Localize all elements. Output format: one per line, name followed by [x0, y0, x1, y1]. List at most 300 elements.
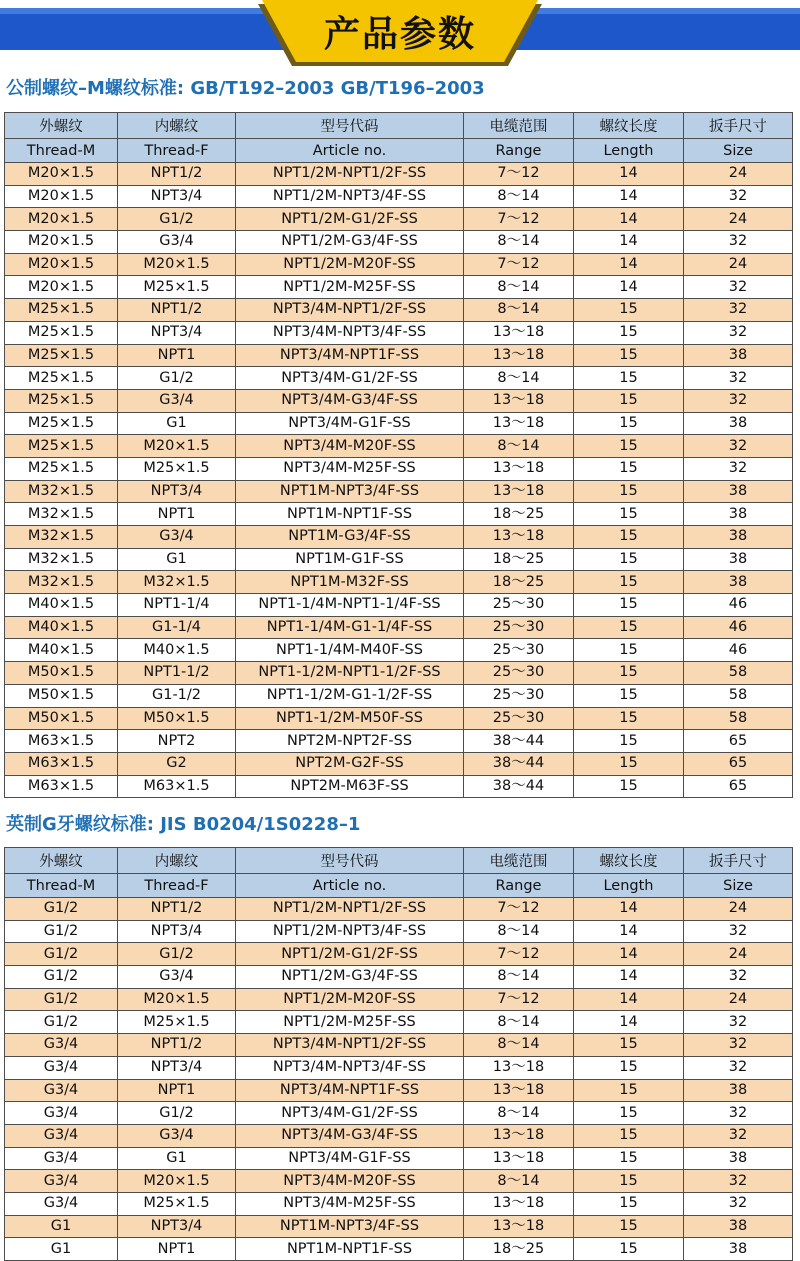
cell-article-no: NPT1/2M-NPT3/4F-SS — [236, 920, 464, 943]
cell-size: 38 — [684, 503, 793, 526]
cell-length: 14 — [574, 1011, 684, 1034]
col-header-thread-m-cn: 外螺纹 — [5, 113, 118, 139]
cell-size: 32 — [684, 435, 793, 458]
cell-thread-f: NPT3/4 — [118, 920, 236, 943]
cell-length: 15 — [574, 571, 684, 594]
table-row — [5, 1192, 793, 1215]
cell-size: 38 — [684, 526, 793, 549]
cell-length: 15 — [574, 730, 684, 753]
cell-thread-f: G1 — [118, 412, 236, 435]
col-header-length: Length — [574, 139, 684, 163]
cell-thread-f: NPT3/4 — [118, 480, 236, 503]
cell-range: 18～25 — [464, 1238, 574, 1261]
table-row — [5, 1124, 793, 1147]
cell-length: 15 — [574, 526, 684, 549]
cell-size: 32 — [684, 1124, 793, 1147]
cell-thread-m: G1 — [5, 1238, 118, 1261]
cell-thread-f: NPT3/4 — [118, 185, 236, 208]
cell-range: 25～30 — [464, 594, 574, 617]
cell-range: 25～30 — [464, 684, 574, 707]
cell-range: 7～12 — [464, 943, 574, 966]
cell-size: 32 — [684, 920, 793, 943]
cell-article-no: NPT3/4M-NPT1/2F-SS — [236, 299, 464, 322]
cell-length: 15 — [574, 412, 684, 435]
cell-article-no: NPT1-1/2M-M50F-SS — [236, 707, 464, 730]
cell-length: 14 — [574, 208, 684, 231]
cell-article-no: NPT1M-NPT3/4F-SS — [236, 480, 464, 503]
cell-article-no: NPT1-1/4M-G1-1/4F-SS — [236, 616, 464, 639]
cell-thread-f: G3/4 — [118, 1124, 236, 1147]
cell-thread-m: M40×1.5 — [5, 616, 118, 639]
cell-range: 8～14 — [464, 435, 574, 458]
table-row — [5, 1147, 793, 1170]
cell-range: 8～14 — [464, 299, 574, 322]
imperial-thread-standard-title: 英制G牙螺纹标准: JIS B0204/1S0228–1 — [6, 814, 361, 835]
cell-length: 15 — [574, 594, 684, 617]
cell-thread-m: M50×1.5 — [5, 684, 118, 707]
table-row — [5, 1102, 793, 1125]
table-row — [5, 435, 793, 458]
cell-range: 8～14 — [464, 367, 574, 390]
cell-article-no: NPT3/4M-M20F-SS — [236, 1170, 464, 1193]
cell-thread-m: M63×1.5 — [5, 730, 118, 753]
cell-length: 15 — [574, 752, 684, 775]
cell-range: 25～30 — [464, 639, 574, 662]
table-row — [5, 616, 793, 639]
cell-thread-m: G1/2 — [5, 920, 118, 943]
col-header-article: Article no. — [236, 139, 464, 163]
cell-thread-f: M32×1.5 — [118, 571, 236, 594]
imperial-thread-spec-table — [4, 847, 793, 1261]
cell-thread-m: M50×1.5 — [5, 662, 118, 685]
cell-size: 38 — [684, 412, 793, 435]
cell-article-no: NPT3/4M-M20F-SS — [236, 435, 464, 458]
cell-thread-m: G3/4 — [5, 1102, 118, 1125]
cell-length: 15 — [574, 480, 684, 503]
cell-range: 38～44 — [464, 730, 574, 753]
cell-size: 32 — [684, 966, 793, 989]
table-row — [5, 1170, 793, 1193]
cell-range: 13～18 — [464, 344, 574, 367]
cell-article-no: NPT1/2M-G1/2F-SS — [236, 208, 464, 231]
cell-range: 13～18 — [464, 1124, 574, 1147]
cell-article-no: NPT3/4M-G3/4F-SS — [236, 389, 464, 412]
cell-thread-f: G1/2 — [118, 367, 236, 390]
table-row — [5, 730, 793, 753]
table-body — [5, 163, 793, 798]
cell-thread-m: M63×1.5 — [5, 775, 118, 798]
col-header-thread-f-cn: 内螺纹 — [118, 113, 236, 139]
table-row — [5, 594, 793, 617]
cell-article-no: NPT1M-NPT1F-SS — [236, 503, 464, 526]
cell-thread-f: M25×1.5 — [118, 276, 236, 299]
cell-size: 32 — [684, 367, 793, 390]
cell-length: 15 — [574, 616, 684, 639]
col-header-length-cn: 螺纹长度 — [574, 848, 684, 874]
table-row — [5, 639, 793, 662]
cell-article-no: NPT1/2M-M20F-SS — [236, 253, 464, 276]
table-row — [5, 752, 793, 775]
cell-thread-m: M20×1.5 — [5, 185, 118, 208]
cell-length: 15 — [574, 684, 684, 707]
table-row — [5, 1034, 793, 1057]
cell-thread-f: M63×1.5 — [118, 775, 236, 798]
cell-thread-f: G1-1/4 — [118, 616, 236, 639]
cell-thread-f: G3/4 — [118, 966, 236, 989]
cell-thread-m: G3/4 — [5, 1170, 118, 1193]
cell-size: 32 — [684, 1011, 793, 1034]
col-header-range-cn: 电缆范围 — [464, 113, 574, 139]
cell-thread-f: NPT1-1/2 — [118, 662, 236, 685]
cell-thread-m: M20×1.5 — [5, 208, 118, 231]
cell-length: 15 — [574, 639, 684, 662]
cell-thread-m: G1/2 — [5, 988, 118, 1011]
cell-size: 38 — [684, 1238, 793, 1261]
table-row — [5, 1011, 793, 1034]
cell-article-no: NPT3/4M-NPT3/4F-SS — [236, 1056, 464, 1079]
cell-article-no: NPT1M-NPT3/4F-SS — [236, 1215, 464, 1238]
cell-range: 8～14 — [464, 1011, 574, 1034]
col-header-article: Article no. — [236, 874, 464, 898]
table-row — [5, 321, 793, 344]
cell-thread-m: M25×1.5 — [5, 389, 118, 412]
cell-thread-f: G2 — [118, 752, 236, 775]
cell-range: 13～18 — [464, 457, 574, 480]
cell-size: 38 — [684, 1215, 793, 1238]
cell-thread-m: G1/2 — [5, 1011, 118, 1034]
cell-size: 38 — [684, 1147, 793, 1170]
cell-length: 14 — [574, 920, 684, 943]
table-row — [5, 185, 793, 208]
table-row — [5, 276, 793, 299]
cell-size: 38 — [684, 548, 793, 571]
col-header-range: Range — [464, 139, 574, 163]
header-row-cn — [5, 848, 793, 874]
cell-thread-m: G3/4 — [5, 1147, 118, 1170]
cell-thread-f: M50×1.5 — [118, 707, 236, 730]
cell-article-no: NPT1/2M-G3/4F-SS — [236, 231, 464, 254]
cell-thread-f: NPT1 — [118, 344, 236, 367]
cell-size: 46 — [684, 594, 793, 617]
metric-thread-standard-title: 公制螺纹–M螺纹标准: GB/T192–2003 GB/T196–2003 — [6, 78, 485, 99]
table-row — [5, 299, 793, 322]
cell-thread-f: NPT1-1/4 — [118, 594, 236, 617]
cell-article-no: NPT1-1/2M-G1-1/2F-SS — [236, 684, 464, 707]
cell-article-no: NPT1M-M32F-SS — [236, 571, 464, 594]
cell-length: 15 — [574, 1102, 684, 1125]
table-row — [5, 1238, 793, 1261]
table-body — [5, 898, 793, 1261]
cell-range: 8～14 — [464, 966, 574, 989]
cell-size: 65 — [684, 752, 793, 775]
col-header-length-cn: 螺纹长度 — [574, 113, 684, 139]
cell-article-no: NPT3/4M-G3/4F-SS — [236, 1124, 464, 1147]
header-row-en — [5, 139, 793, 163]
cell-size: 65 — [684, 730, 793, 753]
cell-thread-f: NPT3/4 — [118, 1215, 236, 1238]
title-banner — [0, 0, 800, 68]
cell-length: 15 — [574, 389, 684, 412]
cell-thread-f: G1 — [118, 548, 236, 571]
cell-range: 13～18 — [464, 321, 574, 344]
cell-size: 24 — [684, 208, 793, 231]
table-row — [5, 367, 793, 390]
cell-size: 32 — [684, 457, 793, 480]
cell-thread-f: NPT1/2 — [118, 898, 236, 921]
cell-article-no: NPT1/2M-M25F-SS — [236, 1011, 464, 1034]
cell-article-no: NPT1M-G3/4F-SS — [236, 526, 464, 549]
cell-thread-f: G3/4 — [118, 231, 236, 254]
cell-length: 14 — [574, 231, 684, 254]
cell-article-no: NPT1/2M-M25F-SS — [236, 276, 464, 299]
col-header-thread-f-cn: 内螺纹 — [118, 848, 236, 874]
cell-thread-m: G3/4 — [5, 1192, 118, 1215]
cell-thread-f: M20×1.5 — [118, 988, 236, 1011]
cell-thread-f: M40×1.5 — [118, 639, 236, 662]
cell-size: 32 — [684, 1034, 793, 1057]
table-row — [5, 457, 793, 480]
table-row — [5, 503, 793, 526]
cell-length: 15 — [574, 1056, 684, 1079]
table-row — [5, 526, 793, 549]
cell-size: 24 — [684, 898, 793, 921]
cell-range: 38～44 — [464, 775, 574, 798]
cell-size: 58 — [684, 707, 793, 730]
cell-size: 38 — [684, 571, 793, 594]
cell-article-no: NPT2M-G2F-SS — [236, 752, 464, 775]
cell-thread-m: M25×1.5 — [5, 344, 118, 367]
cell-range: 13～18 — [464, 1079, 574, 1102]
col-header-thread-f: Thread-F — [118, 874, 236, 898]
cell-article-no: NPT3/4M-G1F-SS — [236, 1147, 464, 1170]
table-row — [5, 548, 793, 571]
cell-article-no: NPT1M-G1F-SS — [236, 548, 464, 571]
cell-length: 14 — [574, 966, 684, 989]
cell-size: 38 — [684, 344, 793, 367]
cell-size: 58 — [684, 684, 793, 707]
cell-thread-m: M32×1.5 — [5, 526, 118, 549]
cell-article-no: NPT2M-NPT2F-SS — [236, 730, 464, 753]
header-row-en — [5, 874, 793, 898]
cell-size: 58 — [684, 662, 793, 685]
cell-length: 15 — [574, 775, 684, 798]
cell-length: 14 — [574, 276, 684, 299]
cell-thread-m: G1/2 — [5, 943, 118, 966]
cell-range: 13～18 — [464, 412, 574, 435]
cell-thread-f: NPT3/4 — [118, 321, 236, 344]
cell-article-no: NPT1M-NPT1F-SS — [236, 1238, 464, 1261]
cell-thread-m: M25×1.5 — [5, 412, 118, 435]
cell-range: 7～12 — [464, 253, 574, 276]
cell-length: 14 — [574, 943, 684, 966]
cell-article-no: NPT1/2M-NPT3/4F-SS — [236, 185, 464, 208]
cell-thread-f: M25×1.5 — [118, 457, 236, 480]
cell-range: 25～30 — [464, 707, 574, 730]
cell-thread-m: M20×1.5 — [5, 163, 118, 186]
cell-range: 8～14 — [464, 1170, 574, 1193]
table-row — [5, 1056, 793, 1079]
cell-size: 32 — [684, 1102, 793, 1125]
table-row — [5, 707, 793, 730]
cell-thread-f: G1/2 — [118, 1102, 236, 1125]
cell-article-no: NPT1/2M-G1/2F-SS — [236, 943, 464, 966]
cell-length: 15 — [574, 1170, 684, 1193]
cell-length: 15 — [574, 1034, 684, 1057]
cell-article-no: NPT1/2M-M20F-SS — [236, 988, 464, 1011]
cell-thread-m: G1 — [5, 1215, 118, 1238]
cell-length: 15 — [574, 503, 684, 526]
cell-length: 15 — [574, 1192, 684, 1215]
cell-thread-m: M50×1.5 — [5, 707, 118, 730]
col-header-size: Size — [684, 139, 793, 163]
cell-article-no: NPT1-1/2M-NPT1-1/2F-SS — [236, 662, 464, 685]
cell-thread-m: M40×1.5 — [5, 639, 118, 662]
cell-size: 38 — [684, 480, 793, 503]
cell-range: 25～30 — [464, 616, 574, 639]
metric-thread-spec-table — [4, 112, 793, 798]
cell-range: 13～18 — [464, 1192, 574, 1215]
cell-thread-f: G1-1/2 — [118, 684, 236, 707]
cell-length: 14 — [574, 163, 684, 186]
col-header-thread-f: Thread-F — [118, 139, 236, 163]
cell-range: 7～12 — [464, 208, 574, 231]
cell-article-no: NPT3/4M-G1/2F-SS — [236, 1102, 464, 1125]
cell-thread-f: NPT2 — [118, 730, 236, 753]
cell-length: 14 — [574, 898, 684, 921]
table-row — [5, 775, 793, 798]
cell-thread-m: G3/4 — [5, 1056, 118, 1079]
cell-article-no: NPT1/2M-NPT1/2F-SS — [236, 163, 464, 186]
cell-size: 24 — [684, 943, 793, 966]
cell-thread-m: M32×1.5 — [5, 571, 118, 594]
cell-range: 8～14 — [464, 276, 574, 299]
table-row — [5, 412, 793, 435]
col-header-thread-m: Thread-M — [5, 139, 118, 163]
cell-thread-f: G3/4 — [118, 389, 236, 412]
cell-thread-f: G1/2 — [118, 943, 236, 966]
cell-thread-f: M20×1.5 — [118, 435, 236, 458]
table-row — [5, 208, 793, 231]
cell-thread-f: G1 — [118, 1147, 236, 1170]
cell-length: 14 — [574, 185, 684, 208]
cell-size: 32 — [684, 1056, 793, 1079]
cell-article-no: NPT3/4M-NPT1/2F-SS — [236, 1034, 464, 1057]
cell-thread-m: M25×1.5 — [5, 299, 118, 322]
cell-size: 32 — [684, 185, 793, 208]
cell-thread-f: M20×1.5 — [118, 253, 236, 276]
cell-range: 13～18 — [464, 1215, 574, 1238]
cell-size: 46 — [684, 616, 793, 639]
header-row-cn — [5, 113, 793, 139]
cell-thread-f: NPT1/2 — [118, 1034, 236, 1057]
table-row — [5, 684, 793, 707]
table-row — [5, 943, 793, 966]
cell-range: 38～44 — [464, 752, 574, 775]
cell-thread-f: M25×1.5 — [118, 1011, 236, 1034]
table-row — [5, 253, 793, 276]
cell-size: 32 — [684, 299, 793, 322]
cell-thread-f: NPT3/4 — [118, 1056, 236, 1079]
table-row — [5, 1079, 793, 1102]
cell-size: 24 — [684, 163, 793, 186]
cell-article-no: NPT1/2M-G3/4F-SS — [236, 966, 464, 989]
table-row — [5, 988, 793, 1011]
table-row — [5, 344, 793, 367]
cell-size: 32 — [684, 321, 793, 344]
cell-length: 15 — [574, 548, 684, 571]
table-row — [5, 662, 793, 685]
cell-article-no: NPT3/4M-NPT3/4F-SS — [236, 321, 464, 344]
cell-length: 15 — [574, 457, 684, 480]
cell-article-no: NPT1-1/4M-NPT1-1/4F-SS — [236, 594, 464, 617]
cell-length: 14 — [574, 253, 684, 276]
cell-thread-m: G3/4 — [5, 1079, 118, 1102]
cell-article-no: NPT3/4M-NPT1F-SS — [236, 1079, 464, 1102]
table-row — [5, 571, 793, 594]
cell-article-no: NPT3/4M-NPT1F-SS — [236, 344, 464, 367]
table-row — [5, 1215, 793, 1238]
cell-article-no: NPT3/4M-M25F-SS — [236, 457, 464, 480]
cell-thread-m: M25×1.5 — [5, 435, 118, 458]
cell-length: 15 — [574, 1215, 684, 1238]
cell-size: 46 — [684, 639, 793, 662]
cell-range: 13～18 — [464, 480, 574, 503]
col-header-article-cn: 型号代码 — [236, 113, 464, 139]
cell-length: 15 — [574, 344, 684, 367]
table-row — [5, 389, 793, 412]
cell-thread-f: G1/2 — [118, 208, 236, 231]
cell-thread-m: M32×1.5 — [5, 480, 118, 503]
col-header-size-cn: 扳手尺寸 — [684, 113, 793, 139]
cell-length: 15 — [574, 1124, 684, 1147]
cell-length: 15 — [574, 299, 684, 322]
cell-thread-m: M63×1.5 — [5, 752, 118, 775]
cell-thread-f: NPT1/2 — [118, 163, 236, 186]
cell-length: 15 — [574, 321, 684, 344]
cell-range: 8～14 — [464, 920, 574, 943]
table-row — [5, 966, 793, 989]
table-row — [5, 163, 793, 186]
cell-thread-m: M25×1.5 — [5, 457, 118, 480]
cell-thread-f: G3/4 — [118, 526, 236, 549]
cell-range: 8～14 — [464, 231, 574, 254]
cell-article-no: NPT1/2M-NPT1/2F-SS — [236, 898, 464, 921]
cell-range: 8～14 — [464, 1034, 574, 1057]
cell-thread-f: NPT1/2 — [118, 299, 236, 322]
cell-article-no: NPT2M-M63F-SS — [236, 775, 464, 798]
cell-article-no: NPT3/4M-G1/2F-SS — [236, 367, 464, 390]
cell-length: 15 — [574, 435, 684, 458]
cell-thread-f: M25×1.5 — [118, 1192, 236, 1215]
cell-size: 32 — [684, 389, 793, 412]
cell-thread-m: M20×1.5 — [5, 276, 118, 299]
cell-thread-m: G1/2 — [5, 966, 118, 989]
col-header-thread-m: Thread-M — [5, 874, 118, 898]
table-row — [5, 231, 793, 254]
cell-size: 32 — [684, 231, 793, 254]
cell-article-no: NPT1-1/4M-M40F-SS — [236, 639, 464, 662]
col-header-size-cn: 扳手尺寸 — [684, 848, 793, 874]
cell-length: 15 — [574, 662, 684, 685]
cell-range: 7～12 — [464, 163, 574, 186]
cell-length: 14 — [574, 988, 684, 1011]
col-header-article-cn: 型号代码 — [236, 848, 464, 874]
col-header-thread-m-cn: 外螺纹 — [5, 848, 118, 874]
cell-article-no: NPT3/4M-G1F-SS — [236, 412, 464, 435]
cell-thread-f: NPT1 — [118, 503, 236, 526]
cell-thread-m: G3/4 — [5, 1124, 118, 1147]
cell-size: 32 — [684, 1192, 793, 1215]
